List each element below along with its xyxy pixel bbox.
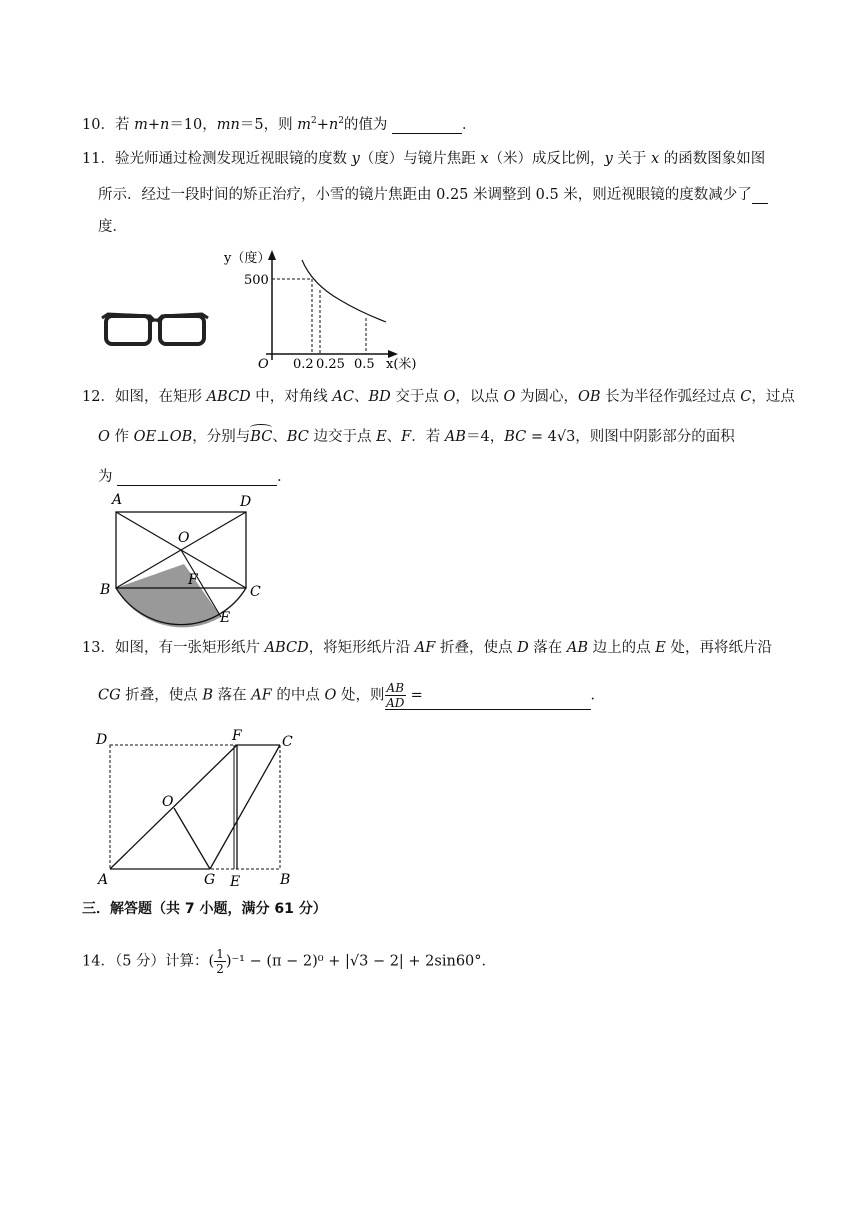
question-13-line-1: 13．如图，有一张矩形纸片 ABCD，将矩形纸片沿 AF 折叠，使点 D 落在 AB 边上的点 E 处，再将纸片沿 (82, 640, 772, 656)
label-a: A (112, 492, 123, 508)
question-number: 14． (82, 953, 115, 970)
x-tick-label-0.5: 0.5 (354, 357, 375, 372)
question-13-line-2: CG 折叠，使点 B 落在 AF 的中点 O 处，则 $\frac{AB}{AD}$ = ． (98, 681, 606, 710)
shaded-region (116, 564, 221, 627)
question-number: 12． (82, 389, 115, 405)
label-e: E (220, 610, 231, 626)
question-12-line-2: O 作 OE⊥OB，分别与 BC、BC 边交于点 E、F．若 AB＝4，BC = 4√3，则图中阴影部分的面积 (98, 425, 735, 446)
figure-12 (96, 492, 266, 627)
y-tick-label: 500 (244, 273, 269, 288)
fold-line-af (110, 745, 237, 869)
label-a: A (98, 872, 109, 888)
label-c: C (282, 734, 293, 750)
original-rectangle (110, 745, 280, 869)
label-f: F (232, 728, 242, 744)
figure-13 (94, 728, 304, 888)
arc-bc: BC (250, 429, 272, 445)
question-11-line-2: 所示．经过一段时间的矫正治疗，小雪的镜片焦距由 0.25 米调整到 0.5 米，则近视眼镜的度数减少了 (98, 183, 768, 204)
label-b: B (280, 872, 291, 888)
x-tick-label-0.25: 0.25 (316, 357, 345, 372)
question-14: 14．（5 分）计算：( $\frac{1}{2}$ )⁻¹ − (π − 2)⁰ + |√3 − 2| + 2sin60°． (82, 947, 497, 976)
question-10: 10．若 m+n＝10，mn＝5，则 $m^2+n^2$的值为 ． (82, 116, 477, 133)
question-11-line-3: 度． (98, 219, 127, 235)
question-12-line-3: 为 ． (98, 469, 292, 485)
question-12-line-1: 12．如图，在矩形 ABCD 中，对角线 AC、BD 交于点 O，以点 O 为圆心，OB 长为半径作弧经过点 C，过点 (82, 389, 795, 405)
question-11-line-1: 11．验光师通过检测发现近视眼镜的度数 y（度）与镜片焦距 x（米）成反比例，y 关于 x 的函数图象如图 (82, 151, 766, 167)
fold-line-cg (210, 745, 280, 869)
label-b: B (100, 582, 111, 598)
label-c: C (250, 584, 261, 600)
answer-blank[interactable] (752, 187, 768, 204)
question-number: 13． (82, 640, 115, 656)
question-number: 10． (82, 117, 115, 133)
answer-blank[interactable] (117, 469, 277, 486)
x-axis-label: x(米) (386, 357, 417, 372)
label-g: G (204, 872, 216, 888)
label-d: D (240, 494, 252, 510)
curve (302, 260, 386, 322)
label-e: E (230, 874, 241, 890)
label-o: O (178, 530, 190, 546)
label-o: O (162, 794, 174, 810)
fraction-ab-ad: $\frac{AB}{AD}$ (386, 681, 405, 710)
answer-blank[interactable] (392, 117, 462, 134)
answer-blank[interactable]: $\frac{AB}{AD}$ = (385, 682, 591, 710)
label-f: F (188, 572, 198, 588)
fraction-one-half: $\frac{1}{2}$ (216, 947, 224, 976)
question-number: 11． (82, 151, 115, 167)
section-title: 三．解答题（共 7 小题，满分 61 分） (82, 901, 327, 917)
glasses-image (100, 310, 210, 350)
origin-label: O (258, 357, 269, 372)
y-axis-label: y（度） (224, 251, 271, 266)
x-tick-label-0.2: 0.2 (293, 357, 314, 372)
label-d: D (96, 732, 108, 748)
inverse-proportion-graph (220, 248, 420, 373)
segment-og (174, 808, 210, 869)
